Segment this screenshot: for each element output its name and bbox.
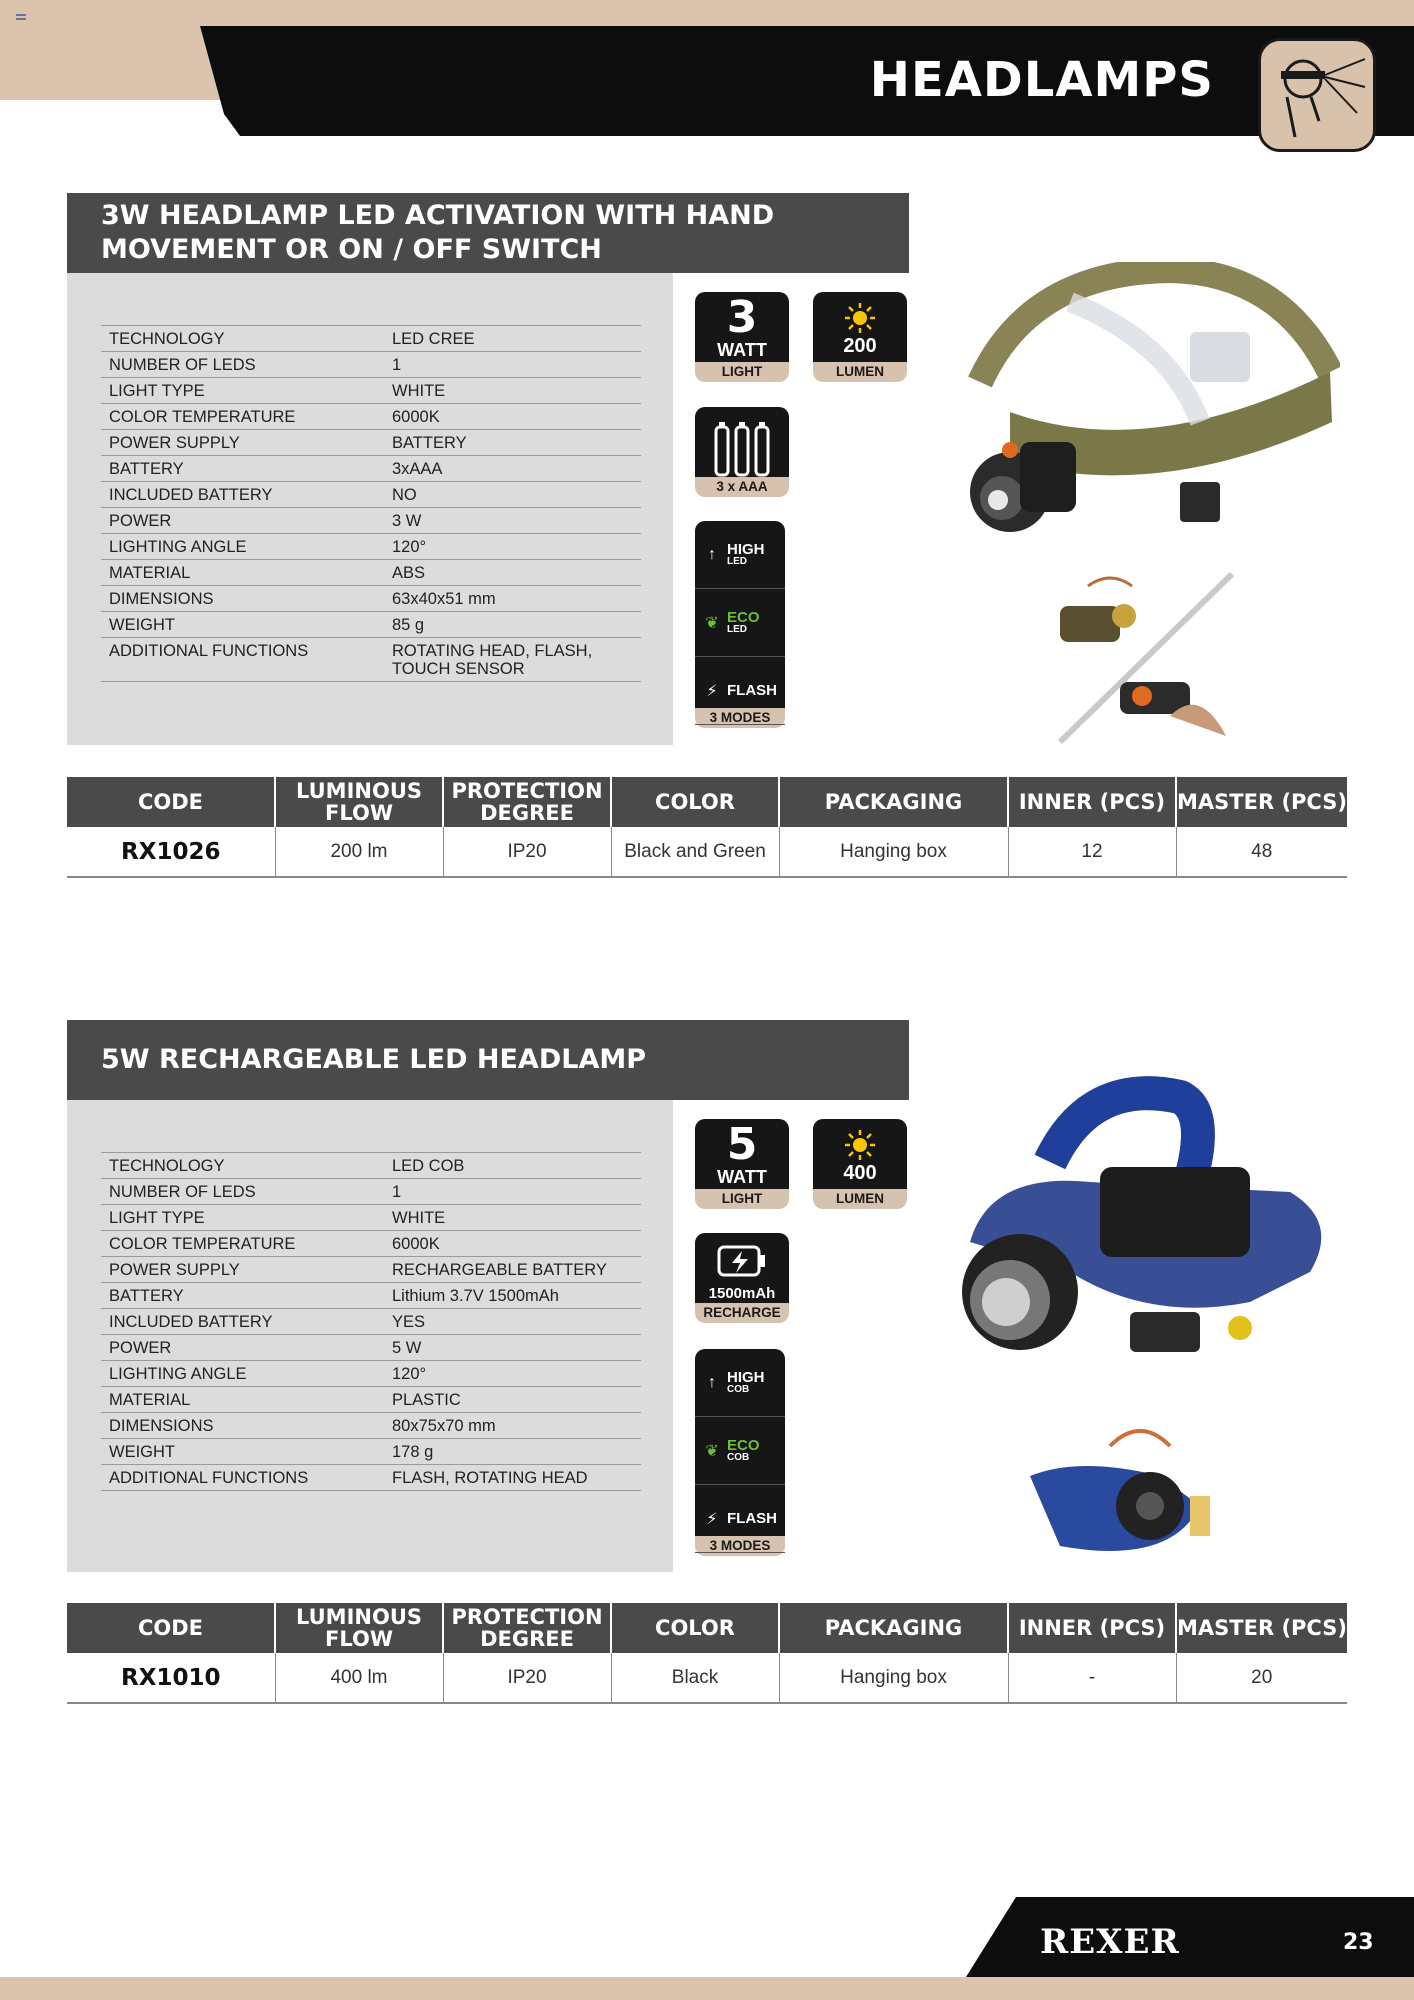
table-cell: 48 — [1176, 827, 1347, 877]
product-title: 3W HEADLAMP LED ACTIVATION WITH HAND MOVEMENT OR ON / OFF SWITCH — [67, 193, 909, 273]
spec-value: NO — [384, 482, 641, 508]
product-title: 5W RECHARGEABLE LED HEADLAMP — [67, 1020, 909, 1100]
column-header: PACKAGING — [779, 777, 1008, 827]
table-cell: 20 — [1176, 1653, 1347, 1703]
mode-high — [695, 521, 785, 589]
product-table — [67, 1603, 1347, 1704]
spec-value: 63x40x51 mm — [384, 586, 641, 612]
mode-label: HIGH — [727, 1368, 765, 1386]
spec-label: NUMBER OF LEDS — [101, 1179, 384, 1205]
column-header: PROTECTION DEGREE — [443, 777, 611, 827]
spec-value: 1 — [384, 1179, 641, 1205]
power-value: 3 — [726, 292, 758, 343]
spec-row — [101, 1257, 641, 1283]
spec-value: 6000K — [384, 1231, 641, 1257]
product-image-hand-activation — [1050, 566, 1236, 748]
power-caption: LIGHT — [721, 364, 763, 379]
spec-label: COLOR TEMPERATURE — [101, 404, 384, 430]
column-header: INNER (PCS) — [1008, 777, 1176, 827]
brand-logo: REXER — [1040, 1922, 1180, 1962]
table-cell: Hanging box — [779, 827, 1008, 877]
spec-row — [101, 1231, 641, 1257]
spec-row — [101, 638, 641, 682]
spec-label: COLOR TEMPERATURE — [101, 1231, 384, 1257]
power-unit: WATT — [717, 1167, 767, 1187]
table-cell: 200 lm — [275, 827, 443, 877]
mode-label: ECO — [727, 1436, 760, 1454]
spec-row — [101, 1439, 641, 1465]
spec-label: MATERIAL — [101, 1387, 384, 1413]
product-image-headlamp-3w — [950, 262, 1340, 552]
table-cell: Black and Green — [611, 827, 779, 877]
spec-label: BATTERY — [101, 1283, 384, 1309]
spec-label: INCLUDED BATTERY — [101, 1309, 384, 1335]
spec-label: LIGHT TYPE — [101, 378, 384, 404]
spec-label: WEIGHT — [101, 612, 384, 638]
spec-label: MATERIAL — [101, 560, 384, 586]
spec-label: NUMBER OF LEDS — [101, 352, 384, 378]
lumen-value: 400 — [843, 1162, 877, 1184]
spec-value: 178 g — [384, 1439, 641, 1465]
bottom-band — [0, 1977, 1414, 2000]
mode-sub: COB — [727, 1383, 750, 1395]
spec-value: WHITE — [384, 378, 641, 404]
headlamp-person-icon — [1258, 38, 1376, 152]
modes-badge — [695, 1349, 785, 1556]
sun-icon — [844, 302, 876, 334]
spec-row — [101, 1283, 641, 1309]
spec-value: FLASH, ROTATING HEAD — [384, 1465, 641, 1491]
mode-high — [695, 1349, 785, 1417]
table-cell: IP20 — [443, 1653, 611, 1703]
spec-label: LIGHTING ANGLE — [101, 534, 384, 560]
aaa-batteries-icon — [712, 419, 772, 481]
spec-row — [101, 1413, 641, 1439]
spec-row — [101, 1153, 641, 1179]
column-header: LUMINOUS FLOW — [275, 777, 443, 827]
spec-label: DIMENSIONS — [101, 1413, 384, 1439]
spec-row — [101, 1309, 641, 1335]
spec-label: POWER SUPPLY — [101, 430, 384, 456]
table-cell: 400 lm — [275, 1653, 443, 1703]
spec-value: ROTATING HEAD, FLASH, TOUCH SENSOR — [384, 638, 641, 682]
spec-label: POWER SUPPLY — [101, 1257, 384, 1283]
spec-label: BATTERY — [101, 456, 384, 482]
spec-row — [101, 1179, 641, 1205]
spec-label: POWER — [101, 508, 384, 534]
leaf-icon: ❦ — [705, 1442, 719, 1460]
spec-label: ADDITIONAL FUNCTIONS — [101, 1465, 384, 1491]
spec-value: ABS — [384, 560, 641, 586]
spec-row — [101, 456, 641, 482]
battery-caption: 3 x AAA — [716, 479, 768, 494]
spec-label: ADDITIONAL FUNCTIONS — [101, 638, 384, 682]
table-cell: Black — [611, 1653, 779, 1703]
spec-value: 85 g — [384, 612, 641, 638]
spec-value: 1 — [384, 352, 641, 378]
page-number: 23 — [1343, 1930, 1374, 1955]
lumen-badge — [813, 1119, 907, 1209]
spec-value: 120° — [384, 534, 641, 560]
spec-value: YES — [384, 1309, 641, 1335]
mode-label: ECO — [727, 608, 760, 626]
battery-badge — [695, 407, 789, 497]
spec-row — [101, 612, 641, 638]
power-unit: WATT — [717, 340, 767, 360]
spec-value: RECHARGEABLE BATTERY — [384, 1257, 641, 1283]
modes-badge — [695, 521, 785, 728]
spec-value: 120° — [384, 1361, 641, 1387]
lumen-value: 200 — [843, 335, 877, 357]
spec-row — [101, 378, 641, 404]
mode-label: FLASH — [727, 1509, 777, 1527]
spec-row — [101, 1465, 641, 1491]
arrow-up-icon: ↑ — [708, 545, 716, 563]
table-cell: 12 — [1008, 827, 1176, 877]
lumen-caption: LUMEN — [836, 1191, 884, 1206]
column-header: COLOR — [611, 1603, 779, 1653]
column-header: MASTER (PCS) — [1176, 777, 1347, 827]
spec-label: LIGHTING ANGLE — [101, 1361, 384, 1387]
spec-label: DIMENSIONS — [101, 586, 384, 612]
spec-value: Lithium 3.7V 1500mAh — [384, 1283, 641, 1309]
battery-charge-icon — [716, 1243, 768, 1279]
spec-label: LIGHT TYPE — [101, 1205, 384, 1231]
product-code: RX1026 — [67, 827, 275, 877]
table-row — [67, 1653, 1347, 1703]
arrow-up-icon: ↑ — [708, 1373, 716, 1391]
modes-caption: 3 MODES — [709, 710, 771, 725]
product-table — [67, 777, 1347, 878]
column-header: PACKAGING — [779, 1603, 1008, 1653]
spec-value: 3 W — [384, 508, 641, 534]
leaf-icon: ❦ — [705, 614, 719, 632]
spec-value: LED COB — [384, 1153, 641, 1179]
lumen-caption: LUMEN — [836, 364, 884, 379]
spec-row — [101, 404, 641, 430]
table-row — [67, 827, 1347, 877]
spec-panel — [67, 1100, 673, 1572]
page-title: HEADLAMPS — [869, 52, 1214, 108]
table-cell: IP20 — [443, 827, 611, 877]
mode-label: FLASH — [727, 681, 777, 699]
spec-table — [101, 325, 641, 682]
recharge-badge — [695, 1233, 789, 1323]
mode-eco — [695, 589, 785, 657]
spec-row — [101, 326, 641, 352]
spec-value: 6000K — [384, 404, 641, 430]
power-value: 5 — [726, 1119, 758, 1170]
column-header: LUMINOUS FLOW — [275, 1603, 443, 1653]
product-code: RX1010 — [67, 1653, 275, 1703]
spec-row — [101, 1387, 641, 1413]
spec-row — [101, 508, 641, 534]
battery-capacity: 1500mAh — [708, 1285, 776, 1302]
spec-value: BATTERY — [384, 430, 641, 456]
spec-row — [101, 586, 641, 612]
spec-label: POWER — [101, 1335, 384, 1361]
mode-sub: LED — [727, 623, 747, 635]
header-bar — [200, 26, 1414, 136]
power-badge — [695, 1119, 789, 1209]
spec-row — [101, 352, 641, 378]
spec-label: TECHNOLOGY — [101, 1153, 384, 1179]
spec-value: 3xAAA — [384, 456, 641, 482]
table-cell: Hanging box — [779, 1653, 1008, 1703]
column-header: CODE — [67, 1603, 275, 1653]
column-header: CODE — [67, 777, 275, 827]
spec-label: WEIGHT — [101, 1439, 384, 1465]
spec-label: TECHNOLOGY — [101, 326, 384, 352]
lumen-badge — [813, 292, 907, 382]
power-badge — [695, 292, 789, 382]
column-header: INNER (PCS) — [1008, 1603, 1176, 1653]
column-header: COLOR — [611, 777, 779, 827]
flash-icon: ⚡ — [706, 682, 718, 700]
menu-mark-icon — [16, 14, 26, 20]
product-image-rotating-head — [1020, 1416, 1220, 1566]
spec-row — [101, 534, 641, 560]
spec-table — [101, 1152, 641, 1491]
spec-row — [101, 482, 641, 508]
recharge-caption: RECHARGE — [703, 1305, 781, 1320]
spec-value: 80x75x70 mm — [384, 1413, 641, 1439]
top-band-corner — [0, 0, 230, 100]
power-caption: LIGHT — [721, 1191, 763, 1206]
mode-eco — [695, 1417, 785, 1485]
spec-row — [101, 1335, 641, 1361]
spec-value: 5 W — [384, 1335, 641, 1361]
spec-value: LED CREE — [384, 326, 641, 352]
modes-caption: 3 MODES — [709, 1538, 771, 1553]
spec-row — [101, 1205, 641, 1231]
mode-label: HIGH — [727, 540, 765, 558]
mode-sub: COB — [727, 1451, 750, 1463]
sun-icon — [844, 1129, 876, 1161]
flash-icon: ⚡ — [706, 1510, 718, 1528]
spec-value: PLASTIC — [384, 1387, 641, 1413]
column-header: MASTER (PCS) — [1176, 1603, 1347, 1653]
mode-sub: LED — [727, 555, 747, 567]
spec-row — [101, 430, 641, 456]
column-header: PROTECTION DEGREE — [443, 1603, 611, 1653]
spec-row — [101, 560, 641, 586]
spec-label: INCLUDED BATTERY — [101, 482, 384, 508]
table-cell: - — [1008, 1653, 1176, 1703]
spec-value: WHITE — [384, 1205, 641, 1231]
spec-panel — [67, 273, 673, 745]
product-image-headlamp-5w — [950, 1072, 1340, 1392]
spec-row — [101, 1361, 641, 1387]
